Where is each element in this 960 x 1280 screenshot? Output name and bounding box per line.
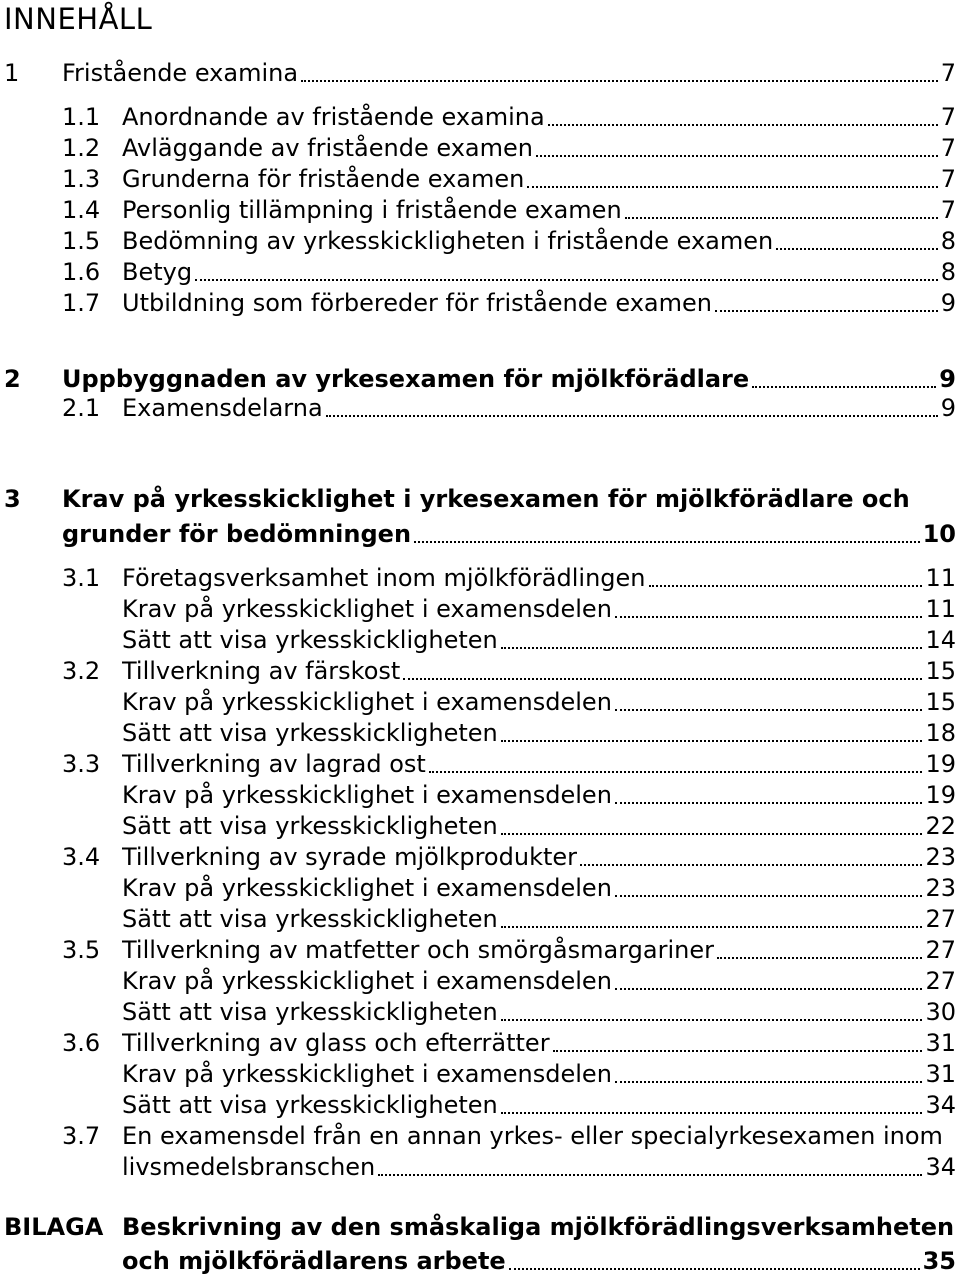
toc-entry-page: 23 bbox=[925, 843, 956, 871]
toc-entry[interactable] bbox=[0, 1212, 960, 1243]
toc-entry-continuation[interactable] bbox=[0, 519, 960, 550]
toc-entry-page: 7 bbox=[940, 134, 956, 162]
toc-dot-leader bbox=[776, 248, 937, 250]
toc-entry[interactable] bbox=[0, 164, 960, 195]
toc-dot-leader bbox=[501, 833, 923, 835]
toc-dot-leader bbox=[509, 1268, 920, 1270]
toc-entry-title: Utbildning som förbereder för fristående examen bbox=[122, 289, 712, 317]
toc-entry-page: 9 bbox=[940, 394, 956, 422]
toc-entry-page: 7 bbox=[940, 196, 956, 224]
toc-entry[interactable] bbox=[0, 749, 960, 780]
toc-entry-page: 35 bbox=[922, 1247, 956, 1275]
toc-dot-leader bbox=[501, 926, 923, 928]
toc-dot-leader bbox=[429, 771, 923, 773]
toc-dot-leader bbox=[649, 585, 923, 587]
toc-entry-title: Examensdelarna bbox=[122, 394, 323, 422]
toc-entry-title: Personlig tillämpning i fristående examen bbox=[122, 196, 622, 224]
toc-entry[interactable] bbox=[0, 687, 960, 718]
toc-dot-leader bbox=[501, 647, 923, 649]
toc-entry-page: 31 bbox=[925, 1029, 956, 1057]
toc-entry-number: 3.3 bbox=[62, 750, 101, 778]
toc-dot-leader bbox=[527, 186, 937, 188]
toc-entry-page: 8 bbox=[940, 258, 956, 286]
toc-entry-page: 10 bbox=[922, 520, 956, 548]
toc-entry-number: 3.4 bbox=[62, 843, 101, 871]
toc-entry-title: Bedömning av yrkesskickligheten i fristående examen bbox=[122, 227, 774, 255]
toc-entry[interactable] bbox=[0, 997, 960, 1028]
toc-entry-page: 7 bbox=[940, 165, 956, 193]
toc-entry-title: Tillverkning av färskost bbox=[122, 657, 401, 685]
toc-dot-leader bbox=[501, 1019, 923, 1021]
toc-dot-leader bbox=[501, 1112, 923, 1114]
toc-entry-number: 3.5 bbox=[62, 936, 101, 964]
toc-entry-number: 2 bbox=[4, 365, 21, 393]
toc-entry-page: 15 bbox=[925, 688, 956, 716]
toc-dot-leader bbox=[615, 1081, 923, 1083]
toc-entry-page: 14 bbox=[925, 626, 956, 654]
toc-entry[interactable] bbox=[0, 873, 960, 904]
toc-entry[interactable] bbox=[0, 58, 960, 89]
toc-entry-number: BILAGA bbox=[4, 1213, 104, 1241]
toc-entry[interactable] bbox=[0, 133, 960, 164]
toc-dot-leader bbox=[717, 957, 922, 959]
toc-entry-title: Beskrivning av den småskaliga mjölkförädlingsverksamheten bbox=[122, 1213, 955, 1241]
toc-entry-page: 8 bbox=[940, 227, 956, 255]
toc-entry-page: 7 bbox=[940, 103, 956, 131]
toc-dot-leader bbox=[625, 217, 938, 219]
toc-entry-title: Sätt att visa yrkesskickligheten bbox=[122, 812, 498, 840]
toc-entry-page: 27 bbox=[925, 936, 956, 964]
toc-entry-title: Krav på yrkesskicklighet i yrkesexamen för mjölkförädlare och bbox=[62, 485, 910, 513]
toc-dot-leader bbox=[615, 709, 923, 711]
toc-dot-leader bbox=[501, 740, 923, 742]
toc-entry-title: Företagsverksamhet inom mjölkförädlingen bbox=[122, 564, 646, 592]
toc-dot-leader bbox=[752, 386, 936, 388]
toc-entry[interactable] bbox=[0, 1059, 960, 1090]
toc-entry-number: 3 bbox=[4, 485, 21, 513]
toc-dot-leader bbox=[414, 541, 920, 543]
toc-entry-title: Grunderna för fristående examen bbox=[122, 165, 525, 193]
toc-entry-number: 1.1 bbox=[62, 103, 101, 131]
toc-entry-title: Sätt att visa yrkesskickligheten bbox=[122, 905, 498, 933]
toc-entry-page: 11 bbox=[925, 595, 956, 623]
toc-entry-title: Sätt att visa yrkesskickligheten bbox=[122, 626, 498, 654]
toc-entry[interactable] bbox=[0, 904, 960, 935]
toc-entry[interactable] bbox=[0, 625, 960, 656]
toc-entry-number: 1.2 bbox=[62, 134, 101, 162]
toc-entry-title: Tillverkning av lagrad ost bbox=[122, 750, 426, 778]
toc-entry-title-continued: och mjölkförädlarens arbete bbox=[122, 1247, 506, 1275]
toc-entry-number: 3.1 bbox=[62, 564, 101, 592]
toc-dot-leader bbox=[378, 1174, 922, 1176]
toc-entry-page: 19 bbox=[925, 750, 956, 778]
toc-entry-title: Fristående examina bbox=[62, 59, 299, 87]
toc-dot-leader bbox=[715, 310, 938, 312]
toc-dot-leader bbox=[615, 988, 923, 990]
toc-entry-title: Betyg bbox=[122, 258, 193, 286]
toc-entry-page: 9 bbox=[940, 289, 956, 317]
toc-heading: INNEHÅLL bbox=[4, 2, 153, 36]
toc-entry[interactable] bbox=[0, 102, 960, 133]
toc-entry[interactable] bbox=[0, 935, 960, 966]
toc-entry-title: Sätt att visa yrkesskickligheten bbox=[122, 1091, 498, 1119]
toc-entry-number: 1.7 bbox=[62, 289, 101, 317]
toc-entry-page: 27 bbox=[925, 967, 956, 995]
toc-dot-leader bbox=[615, 802, 923, 804]
toc-entry-page: 19 bbox=[925, 781, 956, 809]
toc-entry-title: Sätt att visa yrkesskickligheten bbox=[122, 719, 498, 747]
toc-entry[interactable] bbox=[0, 195, 960, 226]
toc-entry[interactable] bbox=[0, 811, 960, 842]
toc-entry-page: 31 bbox=[925, 1060, 956, 1088]
toc-entry-page: 18 bbox=[925, 719, 956, 747]
toc-entry[interactable] bbox=[0, 484, 960, 515]
toc-entry[interactable] bbox=[0, 563, 960, 594]
toc-entry-page: 7 bbox=[940, 59, 956, 87]
toc-entry-page: 30 bbox=[925, 998, 956, 1026]
toc-entry-number: 1.3 bbox=[62, 165, 101, 193]
toc-entry[interactable] bbox=[0, 1028, 960, 1059]
toc-dot-leader bbox=[403, 678, 922, 680]
toc-entry[interactable] bbox=[0, 966, 960, 997]
toc-entry-number: 1 bbox=[4, 59, 20, 87]
toc-entry-page: 22 bbox=[925, 812, 956, 840]
toc-entry-title: Krav på yrkesskicklighet i examensdelen bbox=[122, 595, 612, 623]
toc-entry-title: Tillverkning av syrade mjölkprodukter bbox=[122, 843, 578, 871]
toc-dot-leader bbox=[195, 279, 938, 281]
toc-entry-page: 34 bbox=[925, 1091, 956, 1119]
toc-entry[interactable] bbox=[0, 257, 960, 288]
toc-dot-leader bbox=[326, 415, 938, 417]
toc-entry-number: 1.6 bbox=[62, 258, 101, 286]
toc-entry-number: 2.1 bbox=[62, 394, 101, 422]
toc-entry-title: Krav på yrkesskicklighet i examensdelen bbox=[122, 781, 612, 809]
toc-entry[interactable] bbox=[0, 393, 960, 424]
toc-entry-page: 15 bbox=[925, 657, 956, 685]
toc-entry-title: Tillverkning av glass och efterrätter bbox=[122, 1029, 550, 1057]
toc-entry-title: Krav på yrkesskicklighet i examensdelen bbox=[122, 967, 612, 995]
toc-entry[interactable] bbox=[0, 842, 960, 873]
toc-entry-title: Uppbyggnaden av yrkesexamen för mjölkförädlare bbox=[62, 365, 750, 393]
toc-entry-page: 9 bbox=[939, 365, 956, 393]
toc-entry-title: En examensdel från en annan yrkes- eller specialyrkesexamen inom bbox=[122, 1122, 943, 1150]
toc-entry[interactable] bbox=[0, 226, 960, 257]
toc-entry-title: Tillverkning av matfetter och smörgåsmargariner bbox=[122, 936, 714, 964]
toc-entry-number: 3.2 bbox=[62, 657, 101, 685]
toc-entry[interactable] bbox=[0, 1121, 960, 1152]
toc-entry-number: 3.6 bbox=[62, 1029, 101, 1057]
toc-entry-number: 3.7 bbox=[62, 1122, 101, 1150]
toc-entry[interactable] bbox=[0, 364, 960, 395]
toc-entry-number: 1.5 bbox=[62, 227, 101, 255]
toc-entry-title: Avläggande av fristående examen bbox=[122, 134, 533, 162]
toc-entry-title-continued: livsmedelsbranschen bbox=[122, 1153, 376, 1181]
toc-dot-leader bbox=[580, 864, 922, 866]
toc-dot-leader bbox=[615, 616, 923, 618]
toc-dot-leader bbox=[536, 155, 938, 157]
toc-entry-page: 34 bbox=[925, 1153, 956, 1181]
toc-dot-leader bbox=[548, 124, 938, 126]
toc-entry-page: 27 bbox=[925, 905, 956, 933]
toc-entry[interactable] bbox=[0, 288, 960, 319]
toc-dot-leader bbox=[553, 1050, 923, 1052]
toc-entry-continuation[interactable] bbox=[0, 1152, 960, 1183]
toc-dot-leader bbox=[301, 80, 938, 82]
toc-entry-number: 1.4 bbox=[62, 196, 101, 224]
toc-entry-continuation[interactable] bbox=[0, 1246, 960, 1277]
toc-entry-page: 23 bbox=[925, 874, 956, 902]
toc-entry-title: Krav på yrkesskicklighet i examensdelen bbox=[122, 1060, 612, 1088]
toc-entry-title: Anordnande av fristående examina bbox=[122, 103, 545, 131]
toc-entry[interactable] bbox=[0, 780, 960, 811]
toc-entry-title: Sätt att visa yrkesskickligheten bbox=[122, 998, 498, 1026]
toc-dot-leader bbox=[615, 895, 923, 897]
toc-entry[interactable] bbox=[0, 1090, 960, 1121]
toc-entry[interactable] bbox=[0, 656, 960, 687]
toc-entry[interactable] bbox=[0, 594, 960, 625]
toc-entry-title-continued: grunder för bedömningen bbox=[62, 520, 412, 548]
toc-entry-page: 11 bbox=[925, 564, 956, 592]
toc-entry-title: Krav på yrkesskicklighet i examensdelen bbox=[122, 874, 612, 902]
toc-entry-title: Krav på yrkesskicklighet i examensdelen bbox=[122, 688, 612, 716]
toc-entry[interactable] bbox=[0, 718, 960, 749]
